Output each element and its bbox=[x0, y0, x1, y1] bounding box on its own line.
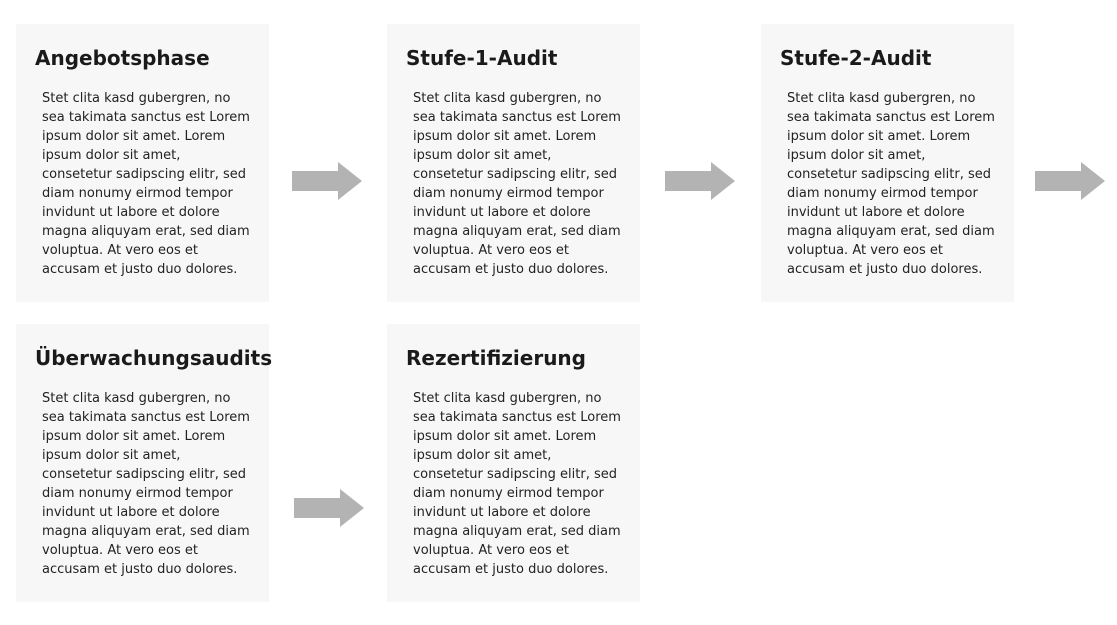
arrow-right-icon bbox=[292, 162, 362, 200]
stage-title: Rezertifizierung bbox=[406, 346, 586, 370]
arrow-shape bbox=[294, 489, 364, 527]
stage-description: Stet clita kasd gubergren, no sea takimata sanctus est Lorem ipsum dolor sit amet. Lorem ipsum dolor sit amet, consetetur sadipscing elitr, sed diam nonumy eirmod tempor invidunt ut labore et dolore magna aliquyam erat, sed diam voluptua. At vero eos et accusam et justo duo dolores. bbox=[413, 391, 621, 577]
arrow-shape bbox=[1035, 162, 1105, 200]
stage-description: Stet clita kasd gubergren, no sea takimata sanctus est Lorem ipsum dolor sit amet. Lorem ipsum dolor sit amet, consetetur sadipscing elitr, sed diam nonumy eirmod tempor invidunt ut labore et dolore magna aliquyam erat, sed diam voluptua. At vero eos et accusam et justo duo dolores. bbox=[42, 391, 250, 577]
stage-title: Stufe-1-Audit bbox=[406, 46, 558, 70]
arrow-shape bbox=[665, 162, 735, 200]
stage-card-angebotsphase bbox=[16, 24, 269, 302]
stage-card-stufe-1-audit bbox=[387, 24, 640, 302]
stage-description: Stet clita kasd gubergren, no sea takimata sanctus est Lorem ipsum dolor sit amet. Lorem ipsum dolor sit amet, consetetur sadipscing elitr, sed diam nonumy eirmod tempor invidunt ut labore et dolore magna aliquyam erat, sed diam voluptua. At vero eos et accusam et justo duo dolores. bbox=[413, 91, 621, 277]
stage-description: Stet clita kasd gubergren, no sea takimata sanctus est Lorem ipsum dolor sit amet. Lorem ipsum dolor sit amet, consetetur sadipscing elitr, sed diam nonumy eirmod tempor invidunt ut labore et dolore magna aliquyam erat, sed diam voluptua. At vero eos et accusam et justo duo dolores. bbox=[42, 91, 250, 277]
stage-title: Stufe-2-Audit bbox=[780, 46, 932, 70]
arrow-right-icon bbox=[1035, 162, 1105, 200]
stage-title: Angebotsphase bbox=[35, 46, 210, 70]
arrow-right-icon bbox=[665, 162, 735, 200]
stage-card-stufe-2-audit bbox=[761, 24, 1014, 302]
stage-title: Überwachungsaudits bbox=[35, 346, 273, 370]
stage-description: Stet clita kasd gubergren, no sea takimata sanctus est Lorem ipsum dolor sit amet. Lorem ipsum dolor sit amet, consetetur sadipscing elitr, sed diam nonumy eirmod tempor invidunt ut labore et dolore magna aliquyam erat, sed diam voluptua. At vero eos et accusam et justo duo dolores. bbox=[787, 91, 995, 277]
stage-card-rezertifizierung bbox=[387, 324, 640, 602]
arrow-right-icon bbox=[294, 489, 364, 527]
stage-card-ueberwachungsaudits bbox=[16, 324, 273, 602]
arrow-shape bbox=[292, 162, 362, 200]
